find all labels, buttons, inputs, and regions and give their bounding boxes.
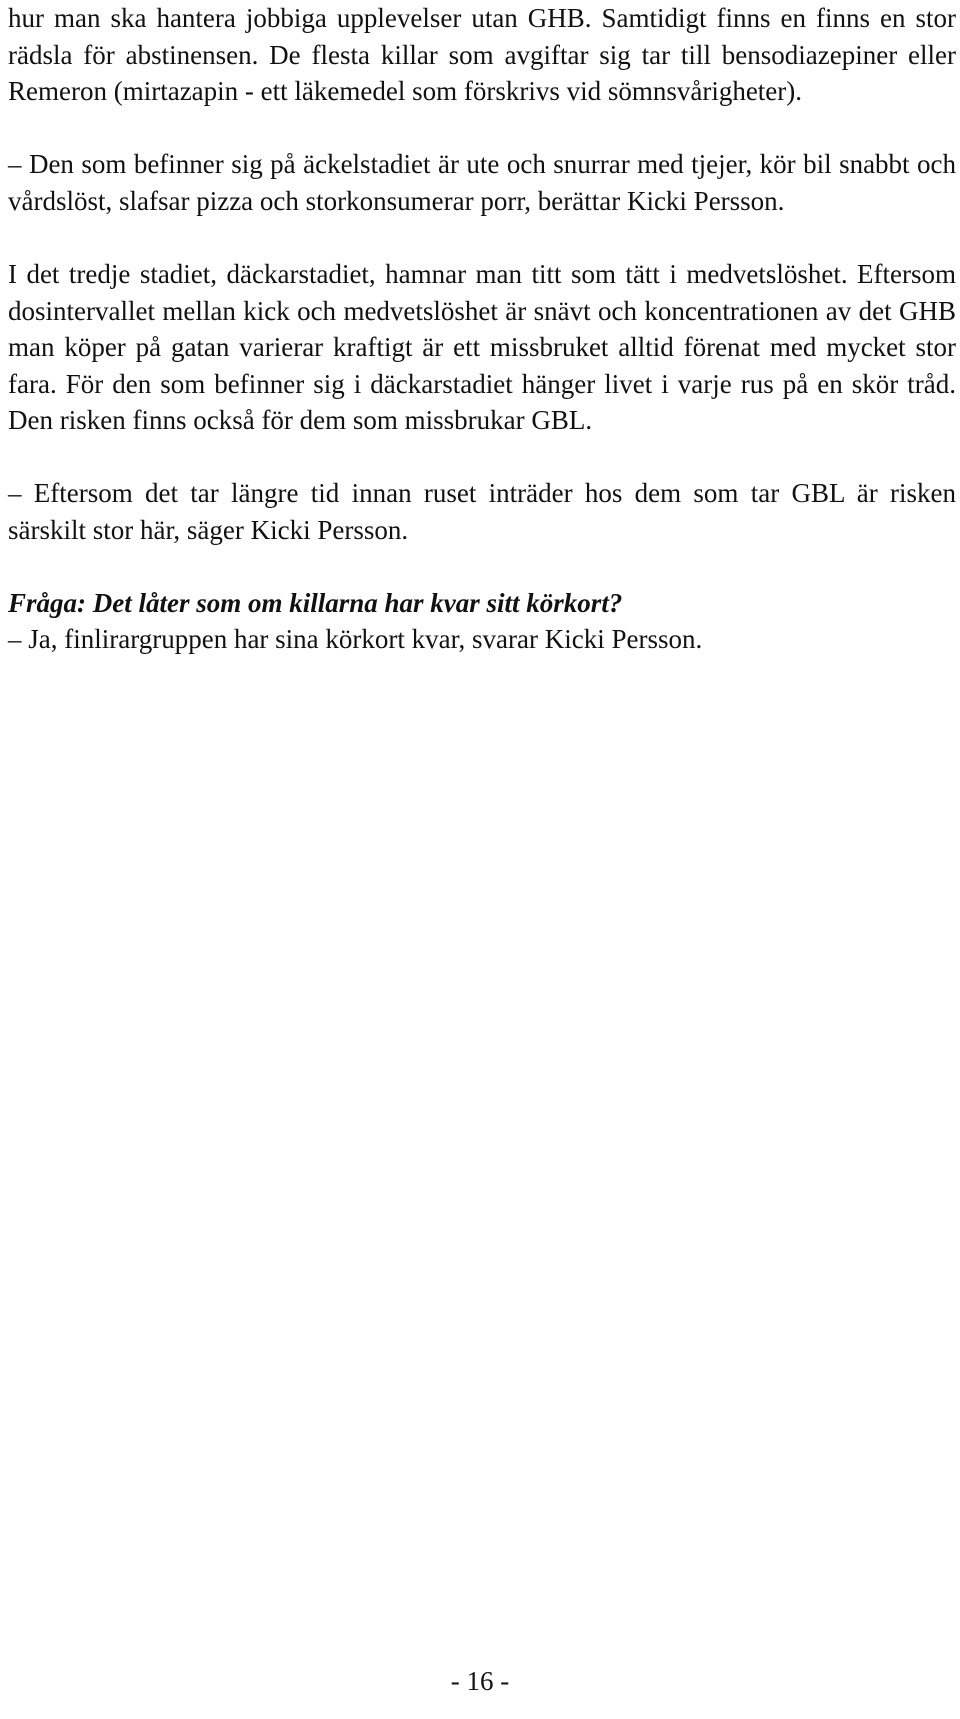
- paragraph-quote-gbl: – Eftersom det tar längre tid innan ruset inträder hos dem som tar GBL är risken särskilt stor här, säger Kicki Persson.: [8, 478, 956, 545]
- interview-question: Fråga: Det låter som om killarna har kvar sitt körkort?: [8, 588, 623, 618]
- page-number: - 16 -: [450, 1666, 510, 1696]
- paragraph-third-stage: I det tredje stadiet, däckarstadiet, hamnar man titt som tätt i medvetslöshet. Eftersom dosintervallet mellan kick och medvetslöshet är snävt och koncentrationen av det GHB man köper på gatan varierar kraftigt är ett missbruket alltid förenat med mycket stor fara. För den som befinner sig i däckarstadiet hänger livet i varje rus på en skör tråd. Den risken finns också för dem som missbrukar GBL.: [8, 259, 956, 435]
- paragraph-quote-stage: – Den som befinner sig på äckelstadiet är ute och snurrar med tjejer, kör bil snabbt och vårdslöst, slafsar pizza och storkonsumerar porr, berättar Kicki Persson.: [8, 149, 956, 216]
- paragraph-abstinence: hur man ska hantera jobbiga upplevelser utan GHB. Samtidigt finns en finns en stor rädsla för abstinensen. De flesta killar som avgiftar sig tar till bensodiazepiner eller Remeron (mirtazapin - ett läkemedel som förskrivs vid sömnsvårigheter).: [8, 3, 956, 106]
- interview-answer: – Ja, finlirargruppen har sina körkort kvar, svarar Kicki Persson.: [8, 624, 703, 654]
